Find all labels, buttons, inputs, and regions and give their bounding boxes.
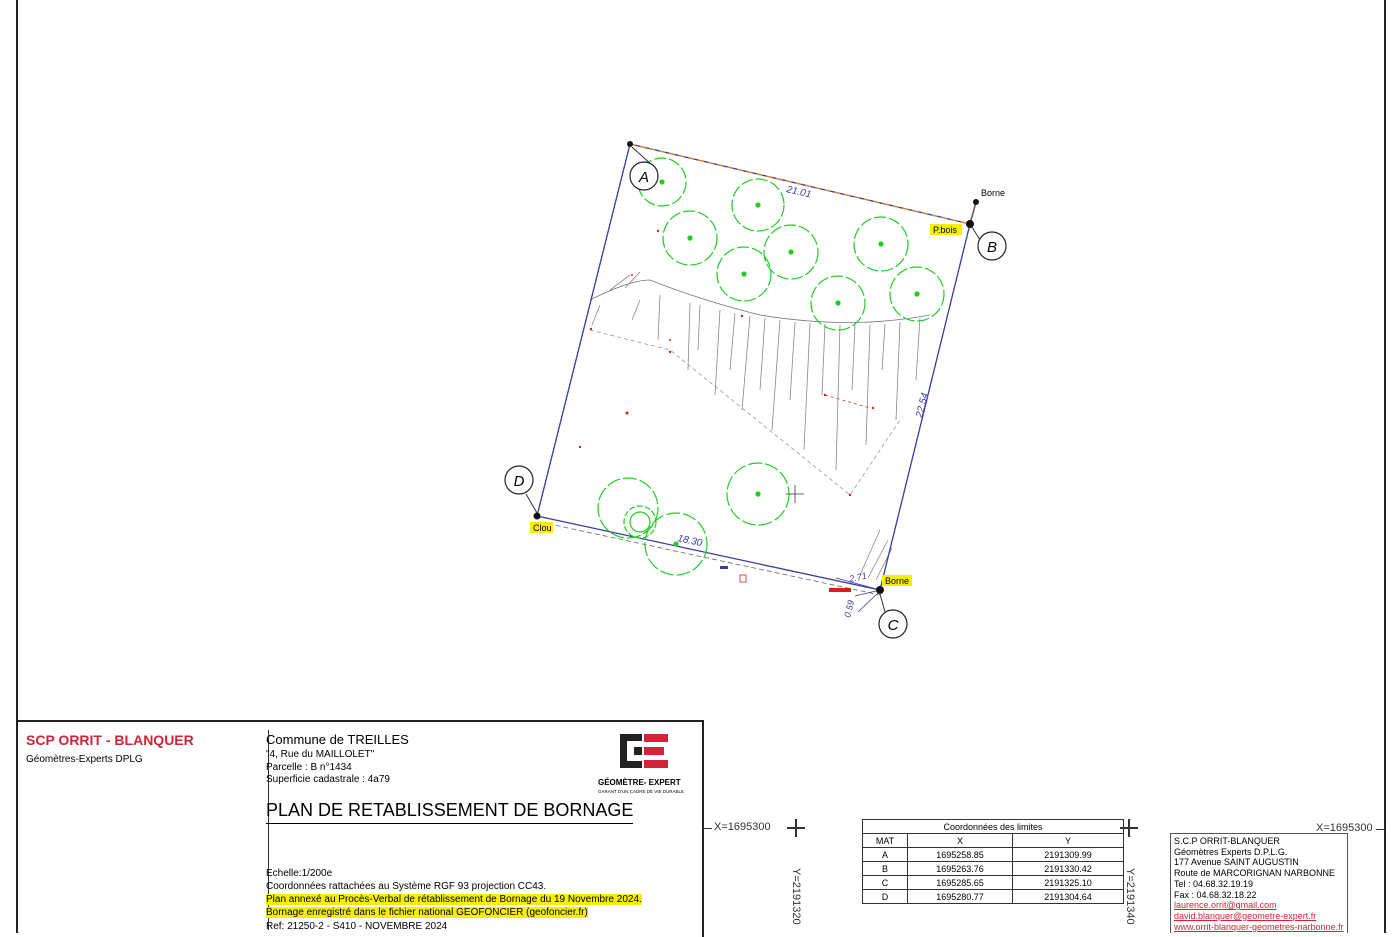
email-link-2[interactable]: david.blanquer@geometre-expert.fr <box>1174 910 1317 921</box>
marker-b-tag: P.bois <box>933 225 957 235</box>
cell-x: 1695285.65 <box>908 876 1013 890</box>
cell-mat: D <box>863 890 908 904</box>
cell-mat: A <box>863 848 908 862</box>
marker-a <box>627 141 633 147</box>
reference: Ref: 21250-2 - S410 - NOVEMBRE 2024 <box>266 921 448 932</box>
address-line: 177 Avenue SAINT AUGUSTIN <box>1174 857 1299 868</box>
grid-cross-1 <box>787 819 805 837</box>
cell-mat: B <box>863 862 908 876</box>
grid-y-label-2: Y=2191340 <box>1124 868 1136 925</box>
marker-b2 <box>973 199 979 205</box>
email-link-1[interactable]: laurence.orrit@gmail.com <box>1174 900 1277 911</box>
parcel-id: Parcelle : B n°1434 <box>266 762 352 773</box>
address-line: S.C.P ORRIT-BLANQUER <box>1174 836 1280 846</box>
parcel-address: "4, Rue du MAILLOLET" <box>266 749 375 760</box>
geometre-expert-logo <box>594 730 694 800</box>
cell-x: 1695258.85 <box>908 848 1013 862</box>
grid-y-label-1: Y=2191320 <box>790 868 802 925</box>
distance-c1: 2.71 <box>848 570 868 584</box>
marker-b2-tag: Borne <box>981 188 1006 198</box>
trees <box>598 158 944 575</box>
table-row <box>863 890 1124 904</box>
point-a-label: A <box>638 169 650 186</box>
table-row <box>863 848 1124 862</box>
distance-bc: 22.54 <box>914 391 931 419</box>
geofoncier-note: Bornage enregistré dans le fichier national GEOFONCIER (geofoncier.fr) <box>266 907 588 918</box>
firm-subtitle: Géomètres-Experts DPLG <box>26 754 143 765</box>
marker-b <box>966 220 974 228</box>
address-line: Géomètres Experts D.P.L.G. <box>1174 846 1288 857</box>
parcel-area: Superficie cadastrale : 4a79 <box>266 774 390 785</box>
cell-mat: C <box>863 876 908 890</box>
firm-address-block <box>1170 833 1348 933</box>
cell-y: 2191325.10 <box>1013 876 1124 890</box>
cell-y: 2191330.42 <box>1013 862 1124 876</box>
marker-d <box>534 513 541 520</box>
logo-text: GÉOMÈTRE- EXPERT <box>598 778 681 787</box>
cell-y: 2191304.64 <box>1013 890 1124 904</box>
grid-tick-2 <box>1376 829 1386 830</box>
distance-ab: 21.01 <box>785 184 813 201</box>
table-row <box>863 876 1124 890</box>
coordinates-header-y: Y <box>1013 834 1124 848</box>
grid-x-label-1: X=1695300 <box>714 821 771 833</box>
marker-c <box>876 586 884 594</box>
fax: Fax : 04.68.32.18.22 <box>1174 889 1257 900</box>
slope-hatching <box>590 272 930 580</box>
point-b-label: B <box>986 239 998 256</box>
fence-cd <box>540 522 880 595</box>
marker-d-tag: Clou <box>533 523 552 533</box>
grid-x-label-2: X=1695300 <box>1316 822 1373 834</box>
distance-cd: 18.30 <box>676 533 704 550</box>
website-link[interactable]: www.orrit-blanquer-geometres-narbonne.fr <box>1174 921 1344 932</box>
phone: Tel : 04.68.32.19.19 <box>1174 878 1254 889</box>
coordinates-header-mat: MAT <box>863 834 908 848</box>
distance-c2: 0.59 <box>842 599 857 619</box>
coordinates-header-x: X <box>908 834 1013 848</box>
scale: Echelle:1/200e <box>266 868 333 879</box>
commune: Commune de TREILLES <box>266 732 409 747</box>
cell-y: 2191309.99 <box>1013 848 1124 862</box>
table-row <box>863 862 1124 876</box>
grid-tick-1 <box>702 828 712 829</box>
logo-subtext: GARANT D'UN CADRE DE VIE DURABLE <box>598 789 685 794</box>
plan-title: PLAN DE RETABLISSEMENT DE BORNAGE <box>266 800 633 824</box>
coordinate-system: Coordonnées rattachées au Système RGF 93 projection CC43. <box>266 881 547 892</box>
address-line: Route de MARCORIGNAN NARBONNE <box>1174 868 1336 879</box>
annex-note: Plan annexé au Procès-Verbal de rétablissement de Bornage du 19 Novembre 2024. <box>266 894 642 905</box>
coordinates-table-title: Coordonnées des limites <box>863 820 1124 834</box>
cell-x: 1695280.77 <box>908 890 1013 904</box>
coordinates-table <box>862 819 1124 904</box>
firm-name: SCP ORRIT - BLANQUER <box>26 732 194 748</box>
point-c-label: C <box>887 617 899 634</box>
cell-x: 1695263.76 <box>908 862 1013 876</box>
point-d-label: D <box>513 473 525 490</box>
title-block <box>18 720 704 937</box>
marker-c-tag: Borne <box>885 576 910 586</box>
